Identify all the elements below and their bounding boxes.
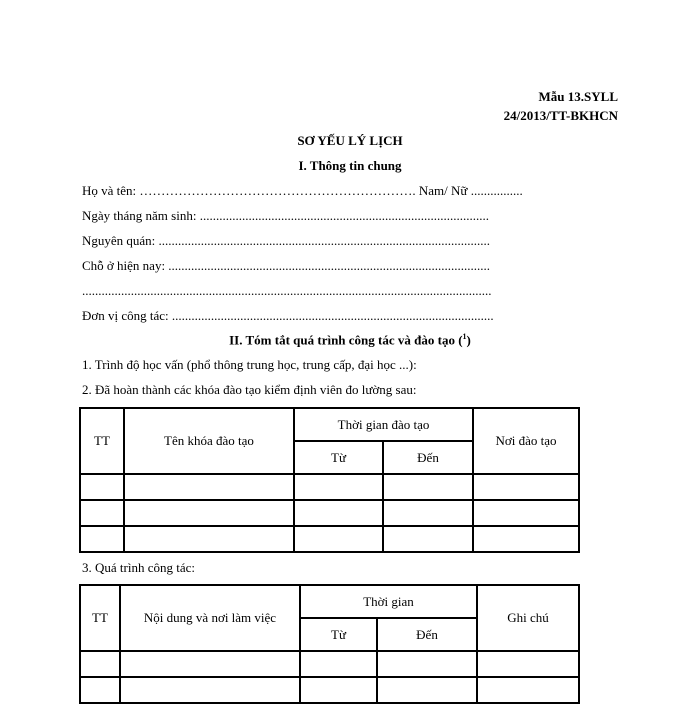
table-cell xyxy=(477,677,579,703)
training-courses-table xyxy=(79,407,580,553)
table-cell xyxy=(80,526,124,552)
table-cell xyxy=(80,677,120,703)
item-work-history: 3. Quá trình công tác: xyxy=(82,560,195,575)
table-cell xyxy=(377,677,477,703)
field-full-name: Họ và tên: ………………………………………………………. Nam/ Nữ ................ xyxy=(82,183,523,198)
header-from: Từ xyxy=(294,441,383,474)
table-cell xyxy=(120,677,300,703)
table-cell xyxy=(383,474,473,500)
section-2-heading-close: ) xyxy=(466,332,471,348)
table-cell xyxy=(300,677,377,703)
header-training-place: Nơi đào tạo xyxy=(473,408,579,474)
header-work-content: Nội dung và nơi làm việc xyxy=(120,585,300,651)
header-tt: TT xyxy=(80,585,120,651)
section-2-heading-text: II. Tóm tắt quá trình công tác và đào tạo ( xyxy=(229,332,463,348)
table-cell xyxy=(80,500,124,526)
header-from: Từ xyxy=(300,618,377,651)
table-cell xyxy=(294,526,383,552)
table-row xyxy=(80,474,579,500)
item-training-courses: 2. Đã hoàn thành các khóa đào tạo kiểm định viên đo lường sau: xyxy=(82,382,417,397)
header-to: Đến xyxy=(377,618,477,651)
form-code: Mẫu 13.SYLL xyxy=(538,89,618,104)
table-cell xyxy=(124,500,294,526)
footnote-marker: 1 xyxy=(462,332,467,341)
table-row xyxy=(80,651,579,677)
table-row xyxy=(80,500,579,526)
table-cell xyxy=(294,500,383,526)
table-cell xyxy=(300,651,377,677)
header-training-period: Thời gian đào tạo xyxy=(294,408,473,441)
field-workplace: Đơn vị công tác: ................................................................................................... xyxy=(82,308,494,323)
table-cell xyxy=(120,651,300,677)
table-cell xyxy=(124,526,294,552)
item-education-level: 1. Trình độ học vấn (phổ thông trung học, trung cấp, đại học ...): xyxy=(82,357,417,372)
work-history-table xyxy=(79,584,580,704)
table-cell xyxy=(473,500,579,526)
table-cell xyxy=(473,474,579,500)
circular-reference: 24/2013/TT-BKHCN xyxy=(503,108,618,123)
field-date-of-birth: Ngày tháng năm sinh: ......................................................................................... xyxy=(82,208,489,223)
table-cell xyxy=(377,651,477,677)
field-residence-continuation: .............................................................................................................................. xyxy=(82,283,492,298)
table-cell xyxy=(124,474,294,500)
table-cell xyxy=(473,526,579,552)
table-cell xyxy=(383,526,473,552)
section-2-heading xyxy=(0,332,700,348)
header-course-name: Tên khóa đào tạo xyxy=(124,408,294,474)
table-cell xyxy=(80,474,124,500)
section-1-heading: I. Thông tin chung xyxy=(298,158,402,173)
table-row xyxy=(80,677,579,703)
table-row xyxy=(80,526,579,552)
table-cell xyxy=(383,500,473,526)
field-hometown: Nguyên quán: ...................................................................................................... xyxy=(82,233,491,248)
table-cell xyxy=(80,651,120,677)
header-note: Ghi chú xyxy=(477,585,579,651)
table-cell xyxy=(294,474,383,500)
field-current-residence: Chỗ ở hiện nay: ................................................................................................... xyxy=(82,258,491,273)
header-to: Đến xyxy=(383,441,473,474)
header-time-period: Thời gian xyxy=(300,585,477,618)
document-title: SƠ YẾU LÝ LỊCH xyxy=(297,133,403,148)
table-cell xyxy=(477,651,579,677)
header-tt: TT xyxy=(80,408,124,474)
